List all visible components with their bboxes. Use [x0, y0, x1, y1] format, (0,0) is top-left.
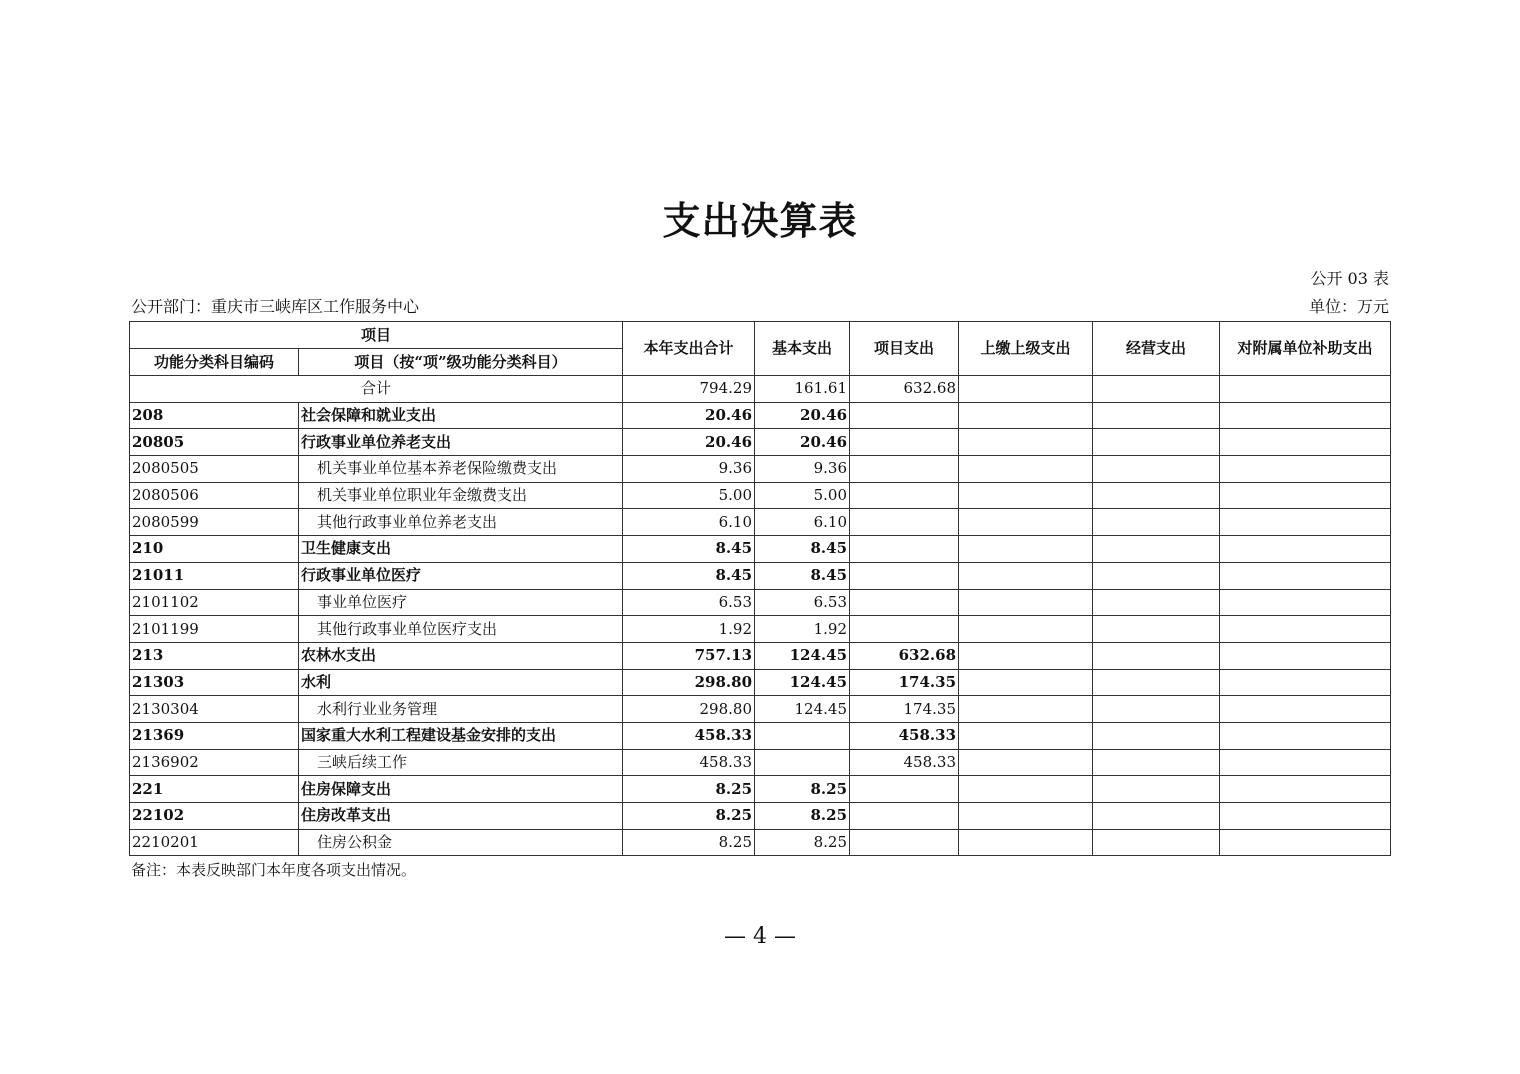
cell-name: 住房保障支出 — [299, 776, 623, 803]
cell-code: 2080506 — [130, 482, 299, 509]
cell-code: 208 — [130, 402, 299, 429]
cell-total: 757.13 — [623, 642, 755, 669]
header-name: 项目（按“项”级功能分类科目） — [299, 349, 623, 376]
total-cell-business — [1093, 376, 1220, 403]
cell-code: 21011 — [130, 562, 299, 589]
cell-upper — [959, 669, 1093, 696]
cell-project: 632.68 — [850, 642, 959, 669]
cell-name: 住房改革支出 — [299, 803, 623, 830]
table-row — [130, 429, 1391, 456]
total-cell-project: 632.68 — [850, 376, 959, 403]
cell-code: 213 — [130, 642, 299, 669]
cell-code: 20805 — [130, 429, 299, 456]
cell-code: 2210201 — [130, 829, 299, 856]
cell-project — [850, 616, 959, 643]
cell-business — [1093, 429, 1220, 456]
cell-upper — [959, 456, 1093, 483]
cell-total: 298.80 — [623, 669, 755, 696]
cell-basic: 9.36 — [755, 456, 850, 483]
cell-code: 2101199 — [130, 616, 299, 643]
cell-subsidy — [1220, 803, 1391, 830]
cell-name: 卫生健康支出 — [299, 536, 623, 563]
cell-basic: 8.45 — [755, 536, 850, 563]
form-number: 公开 03 表 — [1310, 269, 1389, 288]
cell-basic — [755, 749, 850, 776]
cell-subsidy — [1220, 696, 1391, 723]
cell-subsidy — [1220, 456, 1391, 483]
cell-upper — [959, 696, 1093, 723]
cell-code: 2080505 — [130, 456, 299, 483]
cell-name: 水利行业业务管理 — [299, 696, 623, 723]
cell-basic: 8.25 — [755, 776, 850, 803]
cell-business — [1093, 456, 1220, 483]
cell-upper — [959, 642, 1093, 669]
cell-subsidy — [1220, 429, 1391, 456]
cell-code: 2080599 — [130, 509, 299, 536]
cell-basic: 6.53 — [755, 589, 850, 616]
cell-project — [850, 776, 959, 803]
cell-project: 174.35 — [850, 696, 959, 723]
table-row — [130, 456, 1391, 483]
cell-basic: 6.10 — [755, 509, 850, 536]
table-row — [130, 829, 1391, 856]
cell-total: 458.33 — [623, 749, 755, 776]
cell-total: 8.25 — [623, 803, 755, 830]
cell-name: 行政事业单位医疗 — [299, 562, 623, 589]
cell-total: 1.92 — [623, 616, 755, 643]
header-upper: 上缴上级支出 — [959, 322, 1093, 376]
table-row — [130, 669, 1391, 696]
total-cell-total: 794.29 — [623, 376, 755, 403]
cell-business — [1093, 803, 1220, 830]
header-total: 本年支出合计 — [623, 322, 755, 376]
cell-subsidy — [1220, 482, 1391, 509]
cell-upper — [959, 803, 1093, 830]
cell-basic: 20.46 — [755, 429, 850, 456]
table-row — [130, 642, 1391, 669]
cell-name: 水利 — [299, 669, 623, 696]
cell-business — [1093, 402, 1220, 429]
cell-upper — [959, 536, 1093, 563]
cell-name: 其他行政事业单位养老支出 — [299, 509, 623, 536]
cell-basic: 8.45 — [755, 562, 850, 589]
cell-upper — [959, 616, 1093, 643]
cell-basic: 1.92 — [755, 616, 850, 643]
header-project-group: 项目 — [130, 322, 623, 349]
cell-name: 住房公积金 — [299, 829, 623, 856]
cell-total: 8.25 — [623, 829, 755, 856]
cell-basic: 124.45 — [755, 696, 850, 723]
cell-business — [1093, 829, 1220, 856]
header-basic: 基本支出 — [755, 322, 850, 376]
cell-upper — [959, 722, 1093, 749]
table-body — [130, 376, 1391, 856]
cell-subsidy — [1220, 829, 1391, 856]
table-row — [130, 776, 1391, 803]
cell-subsidy — [1220, 616, 1391, 643]
cell-basic: 124.45 — [755, 642, 850, 669]
cell-total: 458.33 — [623, 722, 755, 749]
cell-business — [1093, 589, 1220, 616]
total-cell-subsidy — [1220, 376, 1391, 403]
cell-upper — [959, 402, 1093, 429]
cell-project: 458.33 — [850, 749, 959, 776]
table-row — [130, 803, 1391, 830]
cell-upper — [959, 829, 1093, 856]
cell-code: 21369 — [130, 722, 299, 749]
cell-total: 8.25 — [623, 776, 755, 803]
cell-code: 2136902 — [130, 749, 299, 776]
cell-total: 6.10 — [623, 509, 755, 536]
cell-project — [850, 429, 959, 456]
cell-upper — [959, 482, 1093, 509]
cell-subsidy — [1220, 749, 1391, 776]
cell-code: 2130304 — [130, 696, 299, 723]
table-row — [130, 536, 1391, 563]
cell-business — [1093, 482, 1220, 509]
cell-total: 6.53 — [623, 589, 755, 616]
cell-total: 9.36 — [623, 456, 755, 483]
table-row — [130, 589, 1391, 616]
cell-basic: 5.00 — [755, 482, 850, 509]
cell-total: 8.45 — [623, 536, 755, 563]
unit-label: 单位：万元 — [1308, 297, 1389, 316]
cell-subsidy — [1220, 589, 1391, 616]
cell-project: 174.35 — [850, 669, 959, 696]
table-row — [130, 562, 1391, 589]
cell-subsidy — [1220, 402, 1391, 429]
cell-basic: 124.45 — [755, 669, 850, 696]
cell-name: 农林水支出 — [299, 642, 623, 669]
cell-name: 国家重大水利工程建设基金安排的支出 — [299, 722, 623, 749]
department-label: 公开部门：重庆市三峡库区工作服务中心 — [131, 297, 420, 316]
cell-subsidy — [1220, 509, 1391, 536]
cell-total: 20.46 — [623, 402, 755, 429]
header-code: 功能分类科目编码 — [130, 349, 299, 376]
cell-project — [850, 562, 959, 589]
cell-upper — [959, 589, 1093, 616]
table-row — [130, 722, 1391, 749]
cell-business — [1093, 509, 1220, 536]
cell-project — [850, 402, 959, 429]
cell-project — [850, 829, 959, 856]
cell-business — [1093, 642, 1220, 669]
cell-name: 行政事业单位养老支出 — [299, 429, 623, 456]
cell-basic: 20.46 — [755, 402, 850, 429]
cell-business — [1093, 776, 1220, 803]
cell-code: 210 — [130, 536, 299, 563]
cell-project — [850, 589, 959, 616]
table-row — [130, 509, 1391, 536]
footnote: 备注：本表反映部门本年度各项支出情况。 — [131, 861, 417, 879]
header-business: 经营支出 — [1093, 322, 1220, 376]
expenditure-table — [129, 321, 1391, 856]
cell-total: 298.80 — [623, 696, 755, 723]
cell-code: 221 — [130, 776, 299, 803]
cell-name: 三峡后续工作 — [299, 749, 623, 776]
header-subsidy: 对附属单位补助支出 — [1220, 322, 1391, 376]
cell-upper — [959, 429, 1093, 456]
cell-project — [850, 482, 959, 509]
total-cell-basic: 161.61 — [755, 376, 850, 403]
page-number: — 4 — — [724, 924, 796, 949]
cell-business — [1093, 749, 1220, 776]
cell-business — [1093, 616, 1220, 643]
cell-subsidy — [1220, 669, 1391, 696]
cell-upper — [959, 509, 1093, 536]
cell-subsidy — [1220, 642, 1391, 669]
cell-subsidy — [1220, 562, 1391, 589]
cell-name: 其他行政事业单位医疗支出 — [299, 616, 623, 643]
cell-project — [850, 536, 959, 563]
cell-basic: 8.25 — [755, 803, 850, 830]
table-row — [130, 696, 1391, 723]
table-row — [130, 402, 1391, 429]
cell-project — [850, 456, 959, 483]
cell-business — [1093, 696, 1220, 723]
cell-subsidy — [1220, 536, 1391, 563]
cell-total: 20.46 — [623, 429, 755, 456]
cell-business — [1093, 562, 1220, 589]
cell-project — [850, 509, 959, 536]
total-label: 合计 — [130, 376, 623, 403]
cell-code: 2101102 — [130, 589, 299, 616]
cell-code: 22102 — [130, 803, 299, 830]
cell-subsidy — [1220, 722, 1391, 749]
cell-name: 机关事业单位职业年金缴费支出 — [299, 482, 623, 509]
table-row — [130, 482, 1391, 509]
cell-upper — [959, 562, 1093, 589]
cell-name: 社会保障和就业支出 — [299, 402, 623, 429]
cell-business — [1093, 722, 1220, 749]
cell-business — [1093, 669, 1220, 696]
cell-subsidy — [1220, 776, 1391, 803]
total-row — [130, 376, 1391, 403]
cell-project — [850, 803, 959, 830]
total-cell-upper — [959, 376, 1093, 403]
cell-business — [1093, 536, 1220, 563]
cell-name: 机关事业单位基本养老保险缴费支出 — [299, 456, 623, 483]
cell-code: 21303 — [130, 669, 299, 696]
cell-upper — [959, 749, 1093, 776]
cell-project: 458.33 — [850, 722, 959, 749]
cell-basic — [755, 722, 850, 749]
cell-upper — [959, 776, 1093, 803]
header-project: 项目支出 — [850, 322, 959, 376]
page-title: 支出决算表 — [662, 198, 858, 243]
table-row — [130, 616, 1391, 643]
cell-basic: 8.25 — [755, 829, 850, 856]
table-row — [130, 749, 1391, 776]
cell-total: 5.00 — [623, 482, 755, 509]
cell-name: 事业单位医疗 — [299, 589, 623, 616]
cell-total: 8.45 — [623, 562, 755, 589]
